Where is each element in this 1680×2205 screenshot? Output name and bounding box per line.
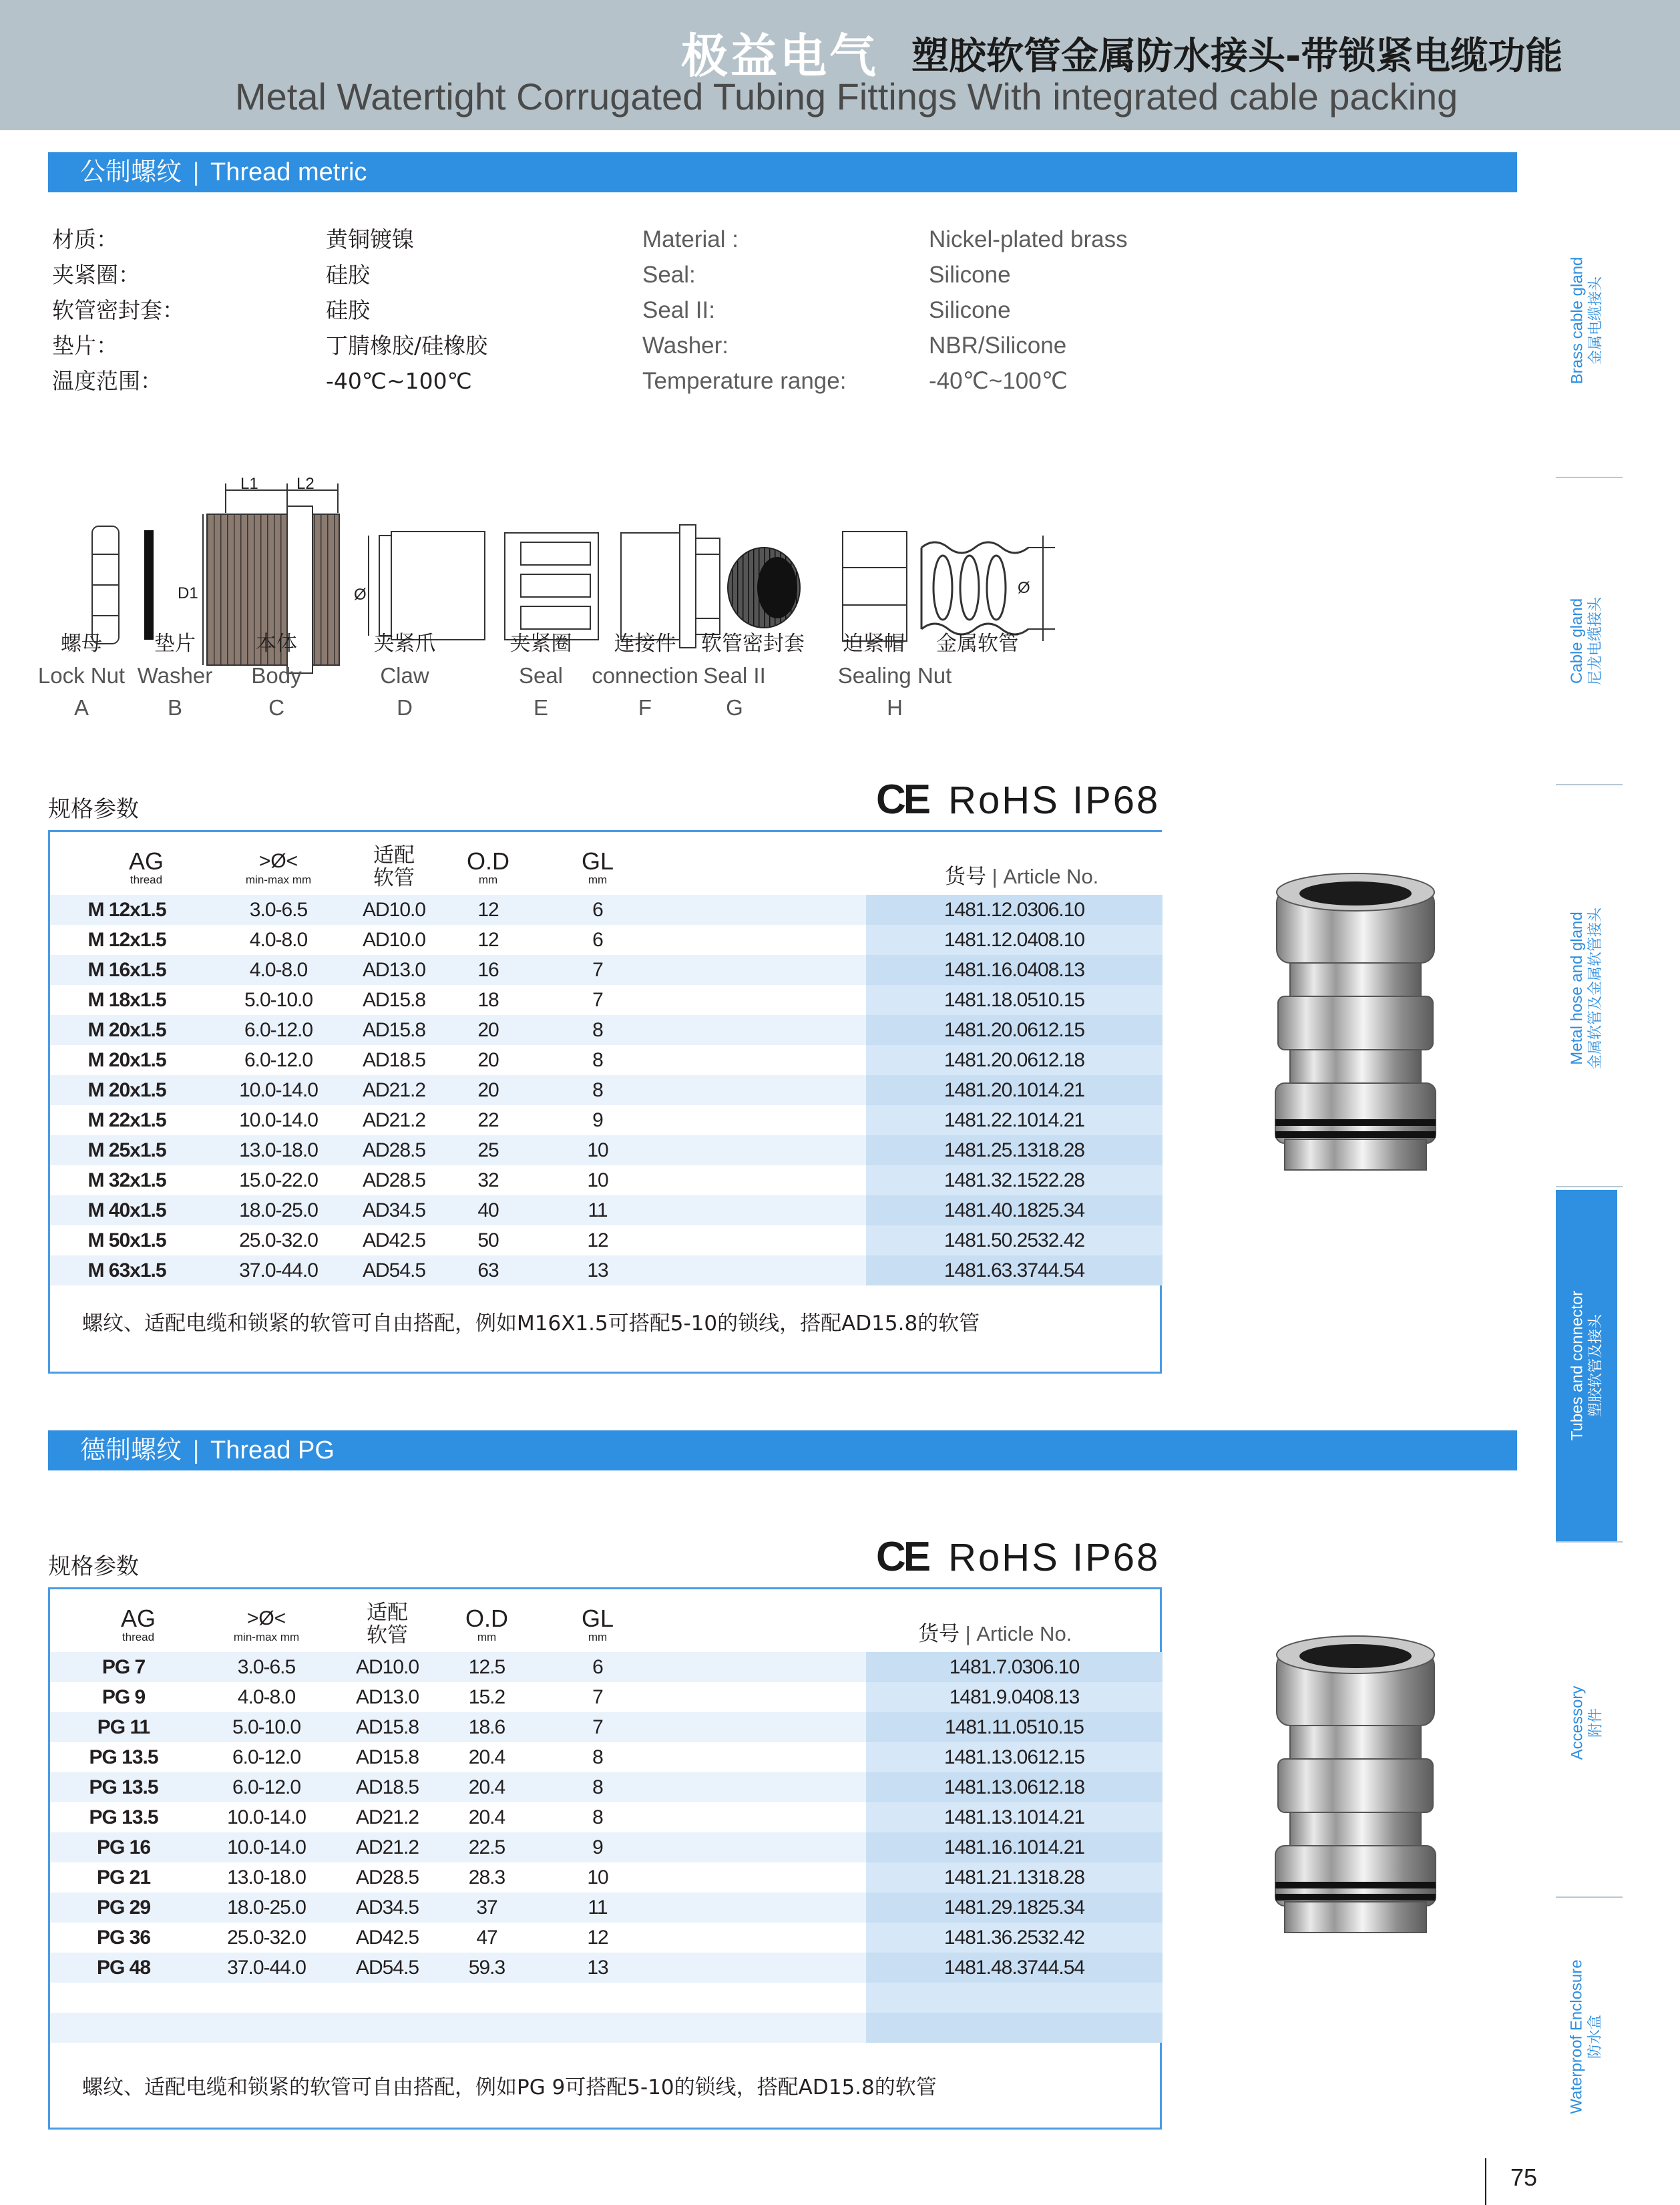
- cell-gl: 12: [587, 1229, 608, 1251]
- cell-gl: 9: [592, 1836, 603, 1858]
- cell-od: 47: [476, 1927, 497, 1949]
- section-title-cn: 德制螺纹: [80, 1436, 182, 1464]
- cell-od: 28.3: [468, 1866, 505, 1888]
- cell-range: 5.0-10.0: [232, 1716, 301, 1738]
- product-photo-metric: [1255, 869, 1456, 1177]
- cell-gl: 7: [592, 989, 603, 1011]
- sidenav-item-cable-gland[interactable]: Cable gland 尼龙电缆接头: [1568, 596, 1605, 686]
- table-row: [50, 1652, 1160, 1682]
- cell-od: 37: [476, 1896, 497, 1919]
- cell-gl: 11: [588, 1199, 608, 1221]
- cell-range: 13.0-18.0: [227, 1866, 306, 1888]
- cell-hose: AD28.5: [362, 1169, 426, 1191]
- cell-od: 50: [477, 1229, 499, 1251]
- cell-od: 18: [477, 989, 499, 1011]
- cell-range: 10.0-14.0: [227, 1836, 306, 1858]
- page-number: 75: [1510, 2164, 1538, 2191]
- table-row: [50, 985, 1160, 1015]
- cell-thread: M 32x1.5: [87, 1169, 166, 1191]
- part-label: 软管密封套 Seal II G: [701, 632, 805, 720]
- table-row: [50, 1983, 1160, 2013]
- cell-article-no: 1481.36.2532.42: [943, 1927, 1085, 1949]
- part-label: 夹紧爪 Claw D: [373, 632, 436, 720]
- cell-od: 40: [477, 1199, 499, 1221]
- cell-range: 6.0-12.0: [232, 1746, 301, 1768]
- cell-od: 12.5: [468, 1656, 505, 1678]
- cell-gl: 12: [587, 1927, 608, 1949]
- table-row: [50, 895, 1160, 925]
- table-row: [50, 1165, 1160, 1195]
- table-row: [50, 925, 1160, 955]
- cell-hose: AD54.5: [362, 1259, 426, 1281]
- cell-od: 15.2: [468, 1686, 505, 1708]
- cell-od: 20: [477, 1079, 499, 1101]
- sidenav-item-waterproof-enclosure[interactable]: Waterproof Enclosure 防水盒: [1568, 1959, 1604, 2114]
- property-label-en: Seal II:: [642, 297, 715, 323]
- property-value-en: Nickel-plated brass: [929, 226, 1128, 252]
- header-range: >Ø< min-max mm: [245, 850, 312, 886]
- cell-gl: 8: [592, 1776, 603, 1798]
- spec-label: 规格参数: [48, 1553, 139, 1580]
- cell-hose: AD15.8: [355, 1746, 419, 1768]
- part-label: 迫紧帽 Sealing Nut H: [837, 632, 952, 720]
- section-bar-metric: [48, 152, 1517, 192]
- cell-od: 25: [477, 1139, 499, 1161]
- seal-icon: [505, 533, 598, 640]
- table-row: [50, 1105, 1160, 1135]
- cell-range: 18.0-25.0: [227, 1896, 306, 1919]
- table-header: [50, 832, 1160, 895]
- cell-article-no: 1481.18.0510.15: [943, 989, 1085, 1011]
- cell-article-no: 1481.21.1318.28: [943, 1866, 1085, 1888]
- header-article: 货号 | Article No.: [945, 865, 1099, 889]
- cell-thread: PG 36: [96, 1927, 151, 1949]
- property-value-en: NBR/Silicone: [929, 333, 1067, 359]
- cell-od: 22: [477, 1109, 499, 1131]
- cell-article-no: 1481.13.0612.18: [943, 1776, 1085, 1798]
- brand-name: 极益电气: [681, 29, 879, 83]
- dimension-d1: D1: [178, 584, 198, 602]
- cell-hose: AD18.5: [355, 1776, 419, 1798]
- table-row: [50, 1742, 1160, 1772]
- cell-range: 15.0-22.0: [239, 1169, 318, 1191]
- cell-range: 10.0-14.0: [239, 1109, 318, 1131]
- header-article: 货号 | Article No.: [918, 1622, 1072, 1646]
- cell-range: 6.0-12.0: [244, 1049, 313, 1071]
- dimension-l2: L2: [296, 475, 314, 493]
- cell-range: 18.0-25.0: [239, 1199, 318, 1221]
- cell-article-no: 1481.22.1014.21: [943, 1109, 1085, 1131]
- table-row: [50, 1772, 1160, 1802]
- cell-od: 32: [477, 1169, 499, 1191]
- property-value-cn: -40℃~100℃: [326, 368, 472, 394]
- header-range: >Ø< min-max mm: [233, 1607, 300, 1643]
- section-separator: |: [192, 158, 200, 186]
- cell-hose: AD18.5: [362, 1049, 426, 1071]
- cell-hose: AD10.0: [362, 929, 426, 951]
- cell-hose: AD54.5: [355, 1957, 419, 1979]
- property-value-en: -40℃~100℃: [929, 368, 1068, 394]
- cell-thread: PG 7: [101, 1656, 146, 1678]
- nav-divider: [1556, 1541, 1623, 1543]
- cell-hose: AD15.8: [362, 989, 426, 1011]
- part-labels: [0, 628, 1068, 728]
- cell-article-no: 1481.40.1825.34: [943, 1199, 1085, 1221]
- property-value-en: Silicone: [929, 262, 1011, 288]
- cell-gl: 8: [592, 1806, 603, 1828]
- sidenav-item-brass-cable-gland[interactable]: Brass cable gland 金属电缆接头: [1568, 256, 1604, 385]
- nav-divider: [1556, 784, 1623, 785]
- table-row: [50, 1135, 1160, 1165]
- cell-gl: 7: [592, 959, 603, 981]
- property-row: [52, 222, 1187, 257]
- cell-article-no: 1481.63.3744.54: [943, 1259, 1085, 1281]
- cell-thread: PG 16: [96, 1836, 151, 1858]
- property-label-cn: 温度范围：: [52, 368, 162, 394]
- cell-gl: 10: [587, 1139, 608, 1161]
- part-label: 金属软管: [936, 632, 1019, 656]
- cell-hose: AD21.2: [355, 1806, 419, 1828]
- cell-thread: M 20x1.5: [87, 1079, 166, 1101]
- property-value-cn: 黄铜镀镍: [326, 226, 414, 252]
- cell-gl: 8: [592, 1746, 603, 1768]
- material-properties: [52, 222, 1187, 399]
- property-label-en: Washer:: [642, 333, 729, 359]
- table-row: [50, 1015, 1160, 1045]
- section-title-cn: 公制螺纹: [80, 158, 182, 186]
- cell-range: 10.0-14.0: [227, 1806, 306, 1828]
- cell-range: 37.0-44.0: [227, 1957, 306, 1979]
- page-number-rule: [1485, 2158, 1486, 2205]
- sidenav-item-metal-hose[interactable]: Metal hose and gland 金属软管及金属软管接头: [1568, 907, 1605, 1070]
- cell-od: 20: [477, 1049, 499, 1071]
- cell-article-no: 1481.20.0612.15: [943, 1019, 1085, 1041]
- cell-hose: AD15.8: [362, 1019, 426, 1041]
- cell-gl: 10: [587, 1866, 608, 1888]
- cell-od: 20.4: [468, 1746, 505, 1768]
- cell-gl: 8: [592, 1019, 603, 1041]
- cert-text: RoHS IP68: [948, 779, 1161, 822]
- page-title-en: Metal Watertight Corrugated Tubing Fittings With integrated cable packing: [235, 75, 1458, 118]
- cell-range: 3.0-6.5: [249, 899, 308, 921]
- cell-thread: M 16x1.5: [87, 959, 166, 981]
- cell-gl: 7: [592, 1686, 603, 1708]
- cell-range: 25.0-32.0: [239, 1229, 318, 1251]
- cell-article-no: 1481.13.0612.15: [943, 1746, 1085, 1768]
- cell-article-no: 1481.12.0306.10: [943, 899, 1085, 921]
- cert-text: RoHS IP68: [948, 1536, 1161, 1579]
- metal-hose-icon: [921, 536, 1055, 641]
- property-label-en: Seal:: [642, 262, 696, 288]
- cell-od: 20.4: [468, 1806, 505, 1828]
- header-od: O.D mm: [465, 1605, 508, 1643]
- table-row: [50, 1832, 1160, 1862]
- cell-thread: M 25x1.5: [87, 1139, 166, 1161]
- cell-gl: 6: [592, 899, 603, 921]
- metric-note: 螺纹、适配电缆和锁紧的软管可自由搭配，例如M16X1.5可搭配5-10的锁线，搭配AD15.8的软管: [82, 1312, 980, 1336]
- cell-thread: PG 29: [96, 1896, 151, 1919]
- part-label: 连接件 connection F: [592, 632, 698, 720]
- cell-hose: AD28.5: [355, 1866, 419, 1888]
- cell-article-no: 1481.20.0612.18: [943, 1049, 1085, 1071]
- cell-hose: AD10.0: [355, 1656, 419, 1678]
- cell-range: 5.0-10.0: [244, 989, 313, 1011]
- page-title-cn: 塑胶软管金属防水接头-带锁紧电缆功能: [911, 35, 1563, 78]
- table-row: [50, 1195, 1160, 1225]
- property-label-cn: 软管密封套：: [52, 297, 184, 323]
- cell-thread: M 12x1.5: [87, 929, 166, 951]
- cell-range: 3.0-6.5: [237, 1656, 296, 1678]
- header-od: O.D mm: [466, 847, 509, 886]
- cell-article-no: 1481.16.0408.13: [943, 959, 1085, 981]
- cell-range: 13.0-18.0: [239, 1139, 318, 1161]
- table-row: [50, 2013, 1160, 2043]
- certifications: [876, 776, 1160, 823]
- cell-article-no: 1481.48.3744.54: [943, 1957, 1085, 1979]
- property-row: [52, 328, 1187, 363]
- table-row: [50, 1682, 1160, 1712]
- sealing-nut-icon: [843, 532, 907, 641]
- cell-thread: M 63x1.5: [87, 1259, 166, 1281]
- table-body: [50, 1652, 1160, 2043]
- cell-od: 12: [477, 899, 499, 921]
- header-ag: AG thread: [120, 1605, 156, 1643]
- header-hose: 适配 软管: [367, 1601, 408, 1647]
- table-row: [50, 1712, 1160, 1742]
- cell-thread: PG 9: [101, 1686, 146, 1708]
- seal-ii-icon: [728, 548, 800, 628]
- table-row: [50, 1225, 1160, 1255]
- property-label-cn: 夹紧圈：: [52, 262, 140, 288]
- cell-gl: 10: [587, 1169, 608, 1191]
- table-body: [50, 895, 1160, 1285]
- property-value-cn: 硅胶: [326, 297, 370, 323]
- cell-hose: AD34.5: [362, 1199, 426, 1221]
- metric-spec-table: [48, 830, 1162, 1374]
- table-row: [50, 1862, 1160, 1892]
- cell-hose: AD21.2: [362, 1079, 426, 1101]
- page-header: [0, 0, 1680, 130]
- cell-thread: PG 21: [96, 1866, 151, 1888]
- header-gl: GL mm: [581, 847, 614, 886]
- cell-thread: PG 13.5: [89, 1746, 158, 1768]
- cell-thread: PG 48: [96, 1957, 151, 1979]
- cell-thread: M 18x1.5: [87, 989, 166, 1011]
- cell-hose: AD42.5: [362, 1229, 426, 1251]
- cell-od: 22.5: [468, 1836, 505, 1858]
- dimension-hose-diameter: Ø: [1018, 579, 1030, 597]
- property-row: [52, 363, 1187, 399]
- pg-note: 螺纹、适配电缆和锁紧的软管可自由搭配，例如PG 9可搭配5-10的锁线，搭配AD15.8的软管: [82, 2075, 937, 2099]
- table-row: [50, 1953, 1160, 1983]
- nav-divider: [1556, 1896, 1623, 1898]
- cell-gl: 13: [587, 1259, 608, 1281]
- cell-thread: M 40x1.5: [87, 1199, 166, 1221]
- cell-hose: AD10.0: [362, 899, 426, 921]
- cell-hose: AD13.0: [355, 1686, 419, 1708]
- cell-hose: AD15.8: [355, 1716, 419, 1738]
- table-row: [50, 1892, 1160, 1923]
- property-label-cn: 垫片：: [52, 333, 118, 359]
- section-separator: |: [192, 1436, 200, 1464]
- cell-gl: 6: [592, 929, 603, 951]
- property-label-en: Material :: [642, 226, 739, 252]
- cell-range: 6.0-12.0: [244, 1019, 313, 1041]
- cell-hose: AD13.0: [362, 959, 426, 981]
- cell-thread: M 20x1.5: [87, 1049, 166, 1071]
- cell-range: 4.0-8.0: [249, 929, 308, 951]
- cell-article-no: 1481.9.0408.13: [949, 1686, 1080, 1708]
- cell-hose: AD21.2: [362, 1109, 426, 1131]
- spec-label: 规格参数: [48, 796, 139, 823]
- cell-gl: 11: [588, 1896, 608, 1919]
- table-row: [50, 1075, 1160, 1105]
- cell-thread: M 12x1.5: [87, 899, 166, 921]
- table-row: [50, 1802, 1160, 1832]
- part-label: 螺母 Lock Nut A: [37, 632, 126, 720]
- part-label: 垫片 Washer B: [137, 632, 213, 720]
- sidenav-item-accessory[interactable]: Accessory 附件: [1568, 1685, 1605, 1760]
- part-label: 本体 Body C: [251, 632, 302, 720]
- certifications: [876, 1533, 1160, 1581]
- cell-range: 6.0-12.0: [232, 1776, 301, 1798]
- cell-hose: AD42.5: [355, 1927, 419, 1949]
- cell-od: 63: [477, 1259, 499, 1281]
- cell-article-no: 1481.29.1825.34: [943, 1896, 1085, 1919]
- cell-range: 37.0-44.0: [239, 1259, 318, 1281]
- table-row: [50, 1255, 1160, 1285]
- cell-thread: M 22x1.5: [87, 1109, 166, 1131]
- cell-range: 10.0-14.0: [239, 1079, 318, 1101]
- cell-thread: PG 13.5: [89, 1806, 158, 1828]
- cell-hose: AD34.5: [355, 1896, 419, 1919]
- section-bar-pg: [48, 1430, 1517, 1470]
- cell-article-no: 1481.13.1014.21: [943, 1806, 1085, 1828]
- product-photo-pg: [1255, 1632, 1456, 1939]
- cell-od: 12: [477, 929, 499, 951]
- cell-article-no: 1481.32.1522.28: [943, 1169, 1085, 1191]
- sidenav-item-tubes-connector[interactable]: Tubes and connector 塑胶软管及接头: [1556, 1190, 1617, 1541]
- cell-range: 25.0-32.0: [227, 1927, 306, 1949]
- article-cell-bg: [866, 1983, 1163, 2013]
- ce-mark: CE: [876, 777, 929, 823]
- nav-divider: [1556, 477, 1623, 478]
- property-value-cn: 丁腈橡胶/硅橡胶: [326, 333, 488, 359]
- cell-od: 20: [477, 1019, 499, 1041]
- property-label-en: Temperature range:: [642, 368, 847, 394]
- cell-thread: M 50x1.5: [87, 1229, 166, 1251]
- header-ag: AG thread: [128, 847, 164, 886]
- header-hose: 适配 软管: [373, 843, 415, 890]
- header-gl: GL mm: [581, 1605, 614, 1643]
- pg-spec-table: [48, 1587, 1162, 2130]
- cell-article-no: 1481.16.1014.21: [943, 1836, 1085, 1858]
- nav-divider: [1556, 1186, 1623, 1187]
- cell-article-no: 1481.50.2532.42: [943, 1229, 1085, 1251]
- cell-gl: 6: [592, 1656, 603, 1678]
- table-row: [50, 955, 1160, 985]
- cell-range: 4.0-8.0: [249, 959, 308, 981]
- cell-article-no: 1481.25.1318.28: [943, 1139, 1085, 1161]
- ce-mark: CE: [876, 1534, 929, 1580]
- cell-article-no: 1481.11.0510.15: [945, 1716, 1084, 1738]
- dimension-l1: L1: [240, 475, 258, 493]
- cell-hose: AD21.2: [355, 1836, 419, 1858]
- cell-od: 59.3: [468, 1957, 505, 1979]
- article-cell-bg: [866, 2013, 1163, 2043]
- cell-gl: 8: [592, 1079, 603, 1101]
- cell-article-no: 1481.12.0408.10: [943, 929, 1085, 951]
- cell-article-no: 1481.7.0306.10: [949, 1656, 1080, 1678]
- cell-thread: PG 11: [97, 1716, 150, 1738]
- cell-range: 4.0-8.0: [237, 1686, 296, 1708]
- cell-hose: AD28.5: [362, 1139, 426, 1161]
- property-value-cn: 硅胶: [326, 262, 370, 288]
- cell-gl: 7: [592, 1716, 603, 1738]
- cell-thread: PG 13.5: [89, 1776, 158, 1798]
- cell-gl: 8: [592, 1049, 603, 1071]
- section-title-en: Thread PG: [210, 1436, 335, 1464]
- dimension-diameter: Ø: [354, 586, 367, 604]
- table-row: [50, 1923, 1160, 1953]
- section-title-en: Thread metric: [210, 158, 367, 186]
- cell-article-no: 1481.20.1014.21: [943, 1079, 1085, 1101]
- property-row: [52, 257, 1187, 292]
- property-label-cn: 材质：: [52, 226, 118, 252]
- cell-od: 16: [477, 959, 499, 981]
- table-header: [50, 1589, 1160, 1652]
- cell-gl: 9: [592, 1109, 603, 1131]
- washer-icon: [144, 530, 154, 640]
- cell-od: 20.4: [468, 1776, 505, 1798]
- cell-od: 18.6: [468, 1716, 505, 1738]
- part-label: 夹紧圈 Seal E: [509, 632, 572, 720]
- claw-icon: [354, 532, 485, 640]
- property-value-en: Silicone: [929, 297, 1011, 323]
- table-row: [50, 1045, 1160, 1075]
- lock-nut-icon: [92, 526, 119, 644]
- cell-gl: 13: [587, 1957, 608, 1979]
- cell-thread: M 20x1.5: [87, 1019, 166, 1041]
- property-row: [52, 292, 1187, 328]
